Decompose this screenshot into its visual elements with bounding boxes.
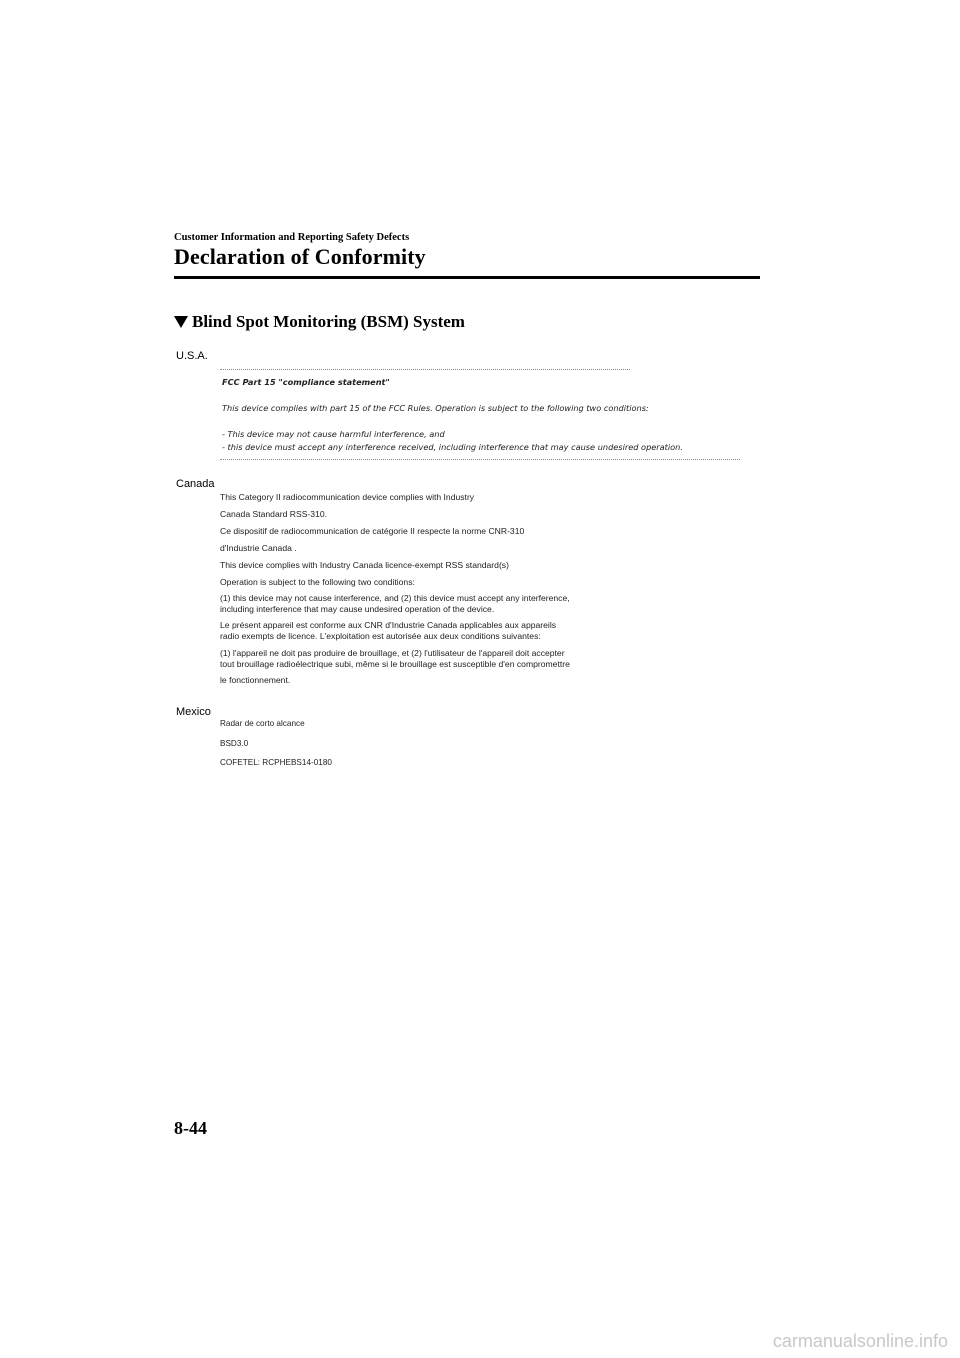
region-label-usa: U.S.A. xyxy=(176,350,208,362)
canada-line: tout brouillage radioélectrique subi, même si le brouillage est susceptible d'en compromettre xyxy=(220,659,570,669)
fcc-bottom-rule xyxy=(220,459,740,460)
mexico-line: COFETEL: RCPHEBS14-0180 xyxy=(220,758,332,767)
section-heading xyxy=(174,312,465,332)
canada-line: This Category II radiocommunication device complies with Industry xyxy=(220,492,475,502)
canada-line: d'Industrie Canada . xyxy=(220,543,297,553)
canada-line: radio exempts de licence. L'exploitation est autorisée aux deux conditions suivantes: xyxy=(220,631,541,641)
region-label-canada: Canada xyxy=(176,478,215,490)
fcc-intro: This device complies with part 15 of the FCC Rules. Operation is subject to the following two conditions: xyxy=(222,403,649,413)
region-label-mexico: Mexico xyxy=(176,706,211,718)
fcc-top-rule xyxy=(220,369,630,370)
canada-line: (1) this device may not cause interference, and (2) this device must accept any interference, xyxy=(220,593,570,603)
page-number: 8-44 xyxy=(174,1118,207,1138)
fcc-condition-1: - This device may not cause harmful interference, and xyxy=(222,429,445,439)
canada-line: Ce dispositif de radiocommunication de catégorie II respecte la norme CNR-310 xyxy=(220,526,525,536)
canada-line: Le présent appareil est conforme aux CNR d'Industrie Canada applicables aux appareils xyxy=(220,620,557,630)
running-head: Customer Information and Reporting Safety Defects xyxy=(174,232,410,243)
watermark: carmanualsonline.info xyxy=(772,1331,948,1351)
canada-line: le fonctionnement. xyxy=(220,675,291,685)
mexico-line: BSD3.0 xyxy=(220,739,249,748)
canada-line: (1) l'appareil ne doit pas produire de brouillage, et (2) l'utilisateur de l'appareil doit accepter xyxy=(220,648,565,658)
fcc-title: FCC Part 15 "compliance statement" xyxy=(222,377,390,387)
section-heading-text: Blind Spot Monitoring (BSM) System xyxy=(192,312,465,331)
page-title: Declaration of Conformity xyxy=(174,244,426,269)
canada-line: including interference that may cause undesired operation of the device. xyxy=(220,604,495,614)
triangle-down-icon xyxy=(174,316,188,328)
canada-line: Canada Standard RSS-310. xyxy=(220,509,328,519)
fcc-condition-2: - this device must accept any interference received, including interference that may cause undesired operation. xyxy=(222,442,683,452)
title-rule xyxy=(174,276,760,279)
mexico-line: Radar de corto alcance xyxy=(220,719,305,728)
canada-line: Operation is subject to the following two conditions: xyxy=(220,577,415,587)
canada-line: This device complies with Industry Canada licence-exempt RSS standard(s) xyxy=(220,560,509,570)
